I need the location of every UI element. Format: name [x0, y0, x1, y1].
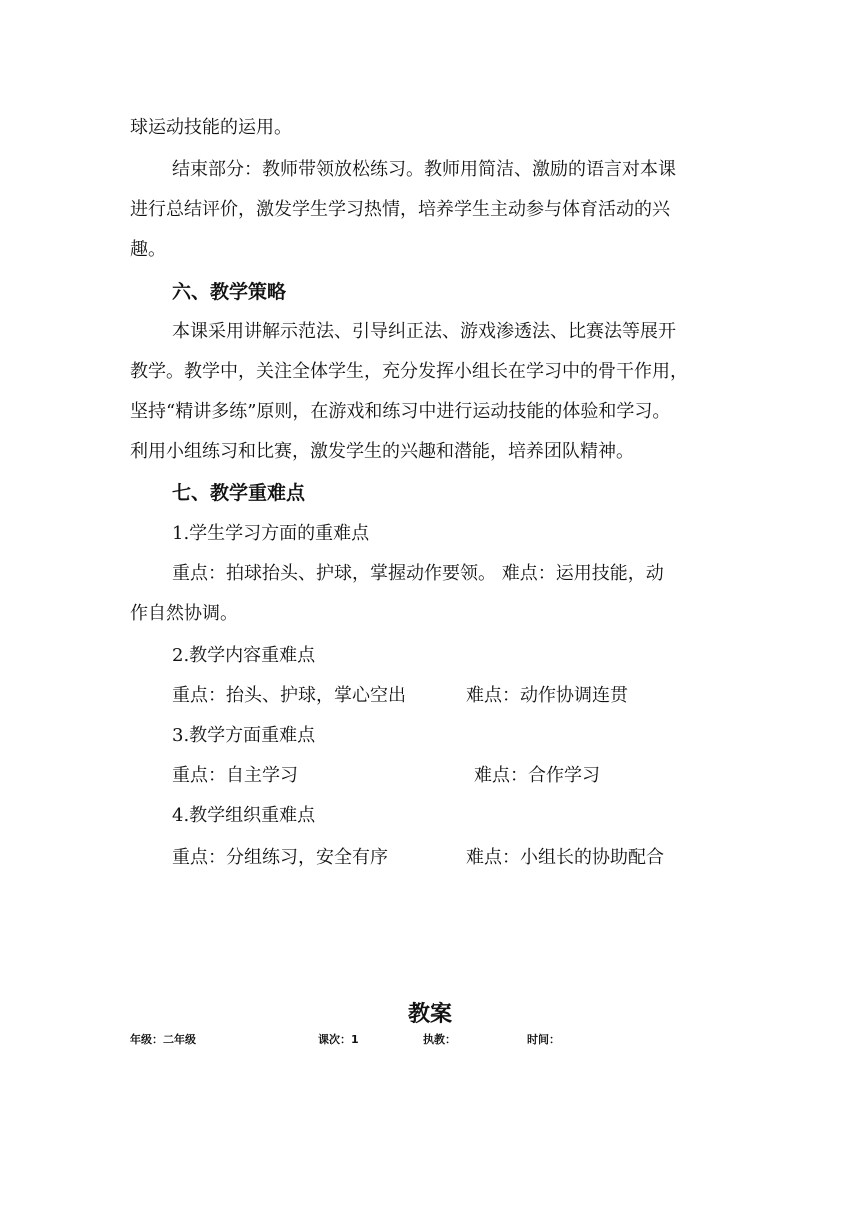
- body-text-line: 教学。教学中，关注全体学生，充分发挥小组长在学习中的骨干作用，: [130, 361, 688, 382]
- body-text-line: 作自然协调。: [130, 603, 238, 624]
- key-point-text: 重点：分组练习，安全有序: [172, 847, 388, 868]
- body-text-line: 趣。: [130, 239, 166, 260]
- subsection-title: 3.教学方面重难点: [172, 725, 316, 746]
- time-label: 时间：: [527, 1033, 560, 1046]
- section-heading-strategy: 六、教学策略: [172, 281, 287, 303]
- section-heading-key-points: 七、教学重难点: [172, 482, 306, 504]
- body-text-line: 球运动技能的运用。: [130, 117, 292, 138]
- subsection-title: 2.教学内容重难点: [172, 645, 316, 666]
- lesson-plan-title: 教案: [407, 1002, 452, 1027]
- body-text-line: 本课采用讲解示范法、引导纠正法、游戏渗透法、比赛法等展开: [172, 321, 676, 342]
- subsection-title: 1.学生学习方面的重难点: [172, 523, 370, 544]
- body-text-line: 结束部分：教师带领放松练习。教师用简洁、激励的语言对本课: [172, 159, 676, 180]
- difficulty-text: 难点：合作学习: [474, 765, 600, 786]
- subsection-title: 4.教学组织重难点: [172, 805, 316, 826]
- key-point-text: 重点：自主学习: [172, 765, 298, 786]
- body-text-line: 进行总结评价，激发学生学习热情，培养学生主动参与体育活动的兴: [130, 199, 670, 220]
- key-point-text: 重点：抬头、护球，掌心空出: [172, 685, 406, 706]
- lesson-number-label: 课次：1: [318, 1033, 359, 1046]
- grade-label: 年级：二年级: [130, 1033, 196, 1046]
- body-text-line: 利用小组练习和比赛，激发学生的兴趣和潜能，培养团队精神。: [130, 441, 634, 462]
- difficulty-text: 难点：动作协调连贯: [466, 685, 628, 706]
- body-text-line: 重点：拍球抬头、护球，掌握动作要领。 难点：运用技能，动: [172, 563, 664, 584]
- body-text-line: 坚持“精讲多练”原则，在游戏和练习中进行运动技能的体验和学习。: [130, 401, 671, 422]
- difficulty-text: 难点：小组长的协助配合: [466, 847, 664, 868]
- teacher-label: 执教：: [423, 1033, 456, 1046]
